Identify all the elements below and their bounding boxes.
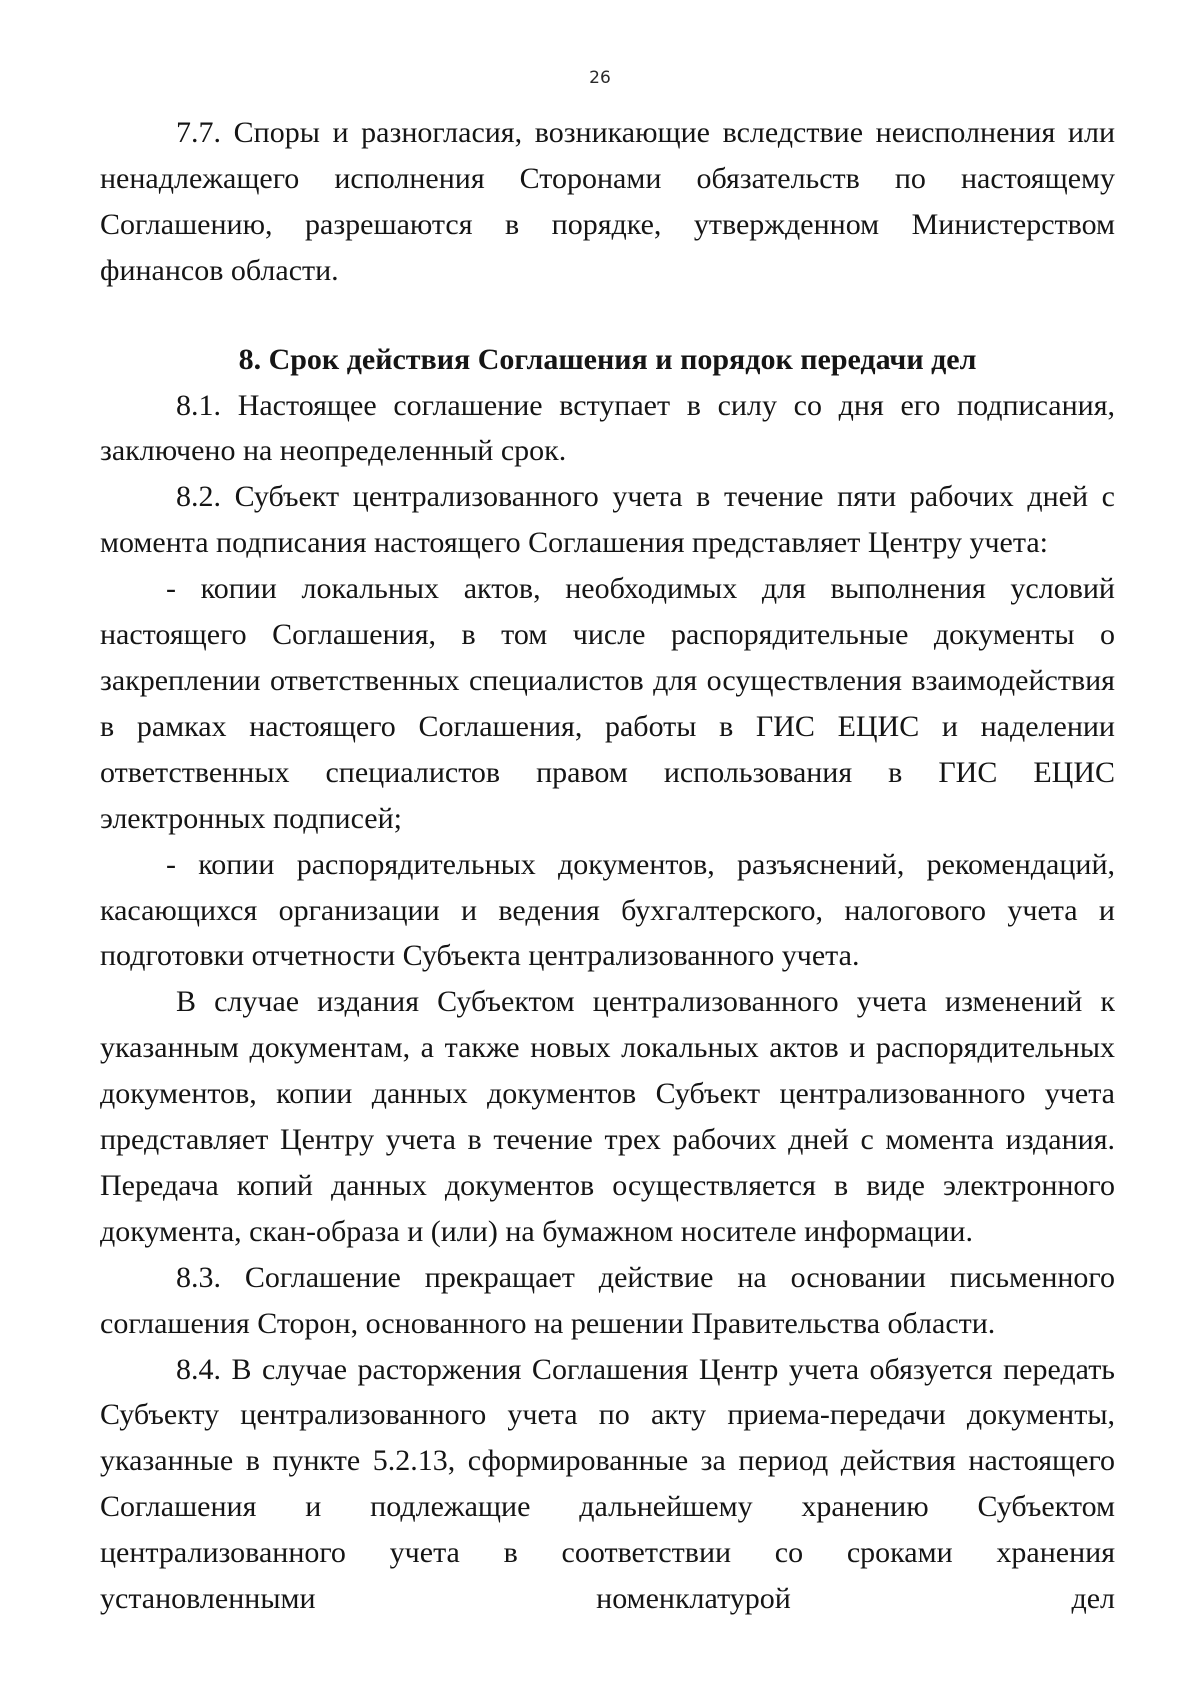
paragraph-8-1: 8.1. Настоящее соглашение вступает в силу со дня его подписания, заключено на неопределенный срок. xyxy=(100,388,1115,468)
paragraph-8-3: 8.3. Соглашение прекращает действие на основании письменного соглашения Сторон, основанного на решении Правительства области. xyxy=(100,1260,1115,1340)
paragraph-document-changes: В случае издания Субъектом централизованного учета изменений к указанным документам, а также новых локальных актов и распорядительных документов, копии данных документов Субъект централизованного учета представляет Центру учета в течение трех рабочих дней с момента издания. Передача копий данных документов осуществляется в виде электронного документа, скан-образа и (или) на бумажном носителе информации. xyxy=(100,985,1115,1248)
page-number: 26 xyxy=(589,68,611,88)
paragraph-8-2: 8.2. Субъект централизованного учета в течение пяти рабочих дней с момента подписания настоящего Соглашения представляет Центру учета: xyxy=(100,480,1115,560)
section-heading: 8. Срок действия Соглашения и порядок передачи дел xyxy=(238,342,977,376)
document-body xyxy=(100,110,1115,1622)
paragraph-8-4: 8.4. В случае расторжения Соглашения Центр учета обязуется передать Субъекту централизованного учета по акту приема-передачи документы, указанные в пункте 5.2.13, сформированные за период действия настоящего Соглашения и подлежащие дальнейшему хранению Субъектом централизованного учета в соответствии со сроками хранения установленными номенклатурой дел xyxy=(100,1352,1115,1616)
paragraph-admin-documents: - копии распорядительных документов, разъяснений, рекомендаций, касающихся организации и ведения бухгалтерского, налогового учета и подготовки отчетности Субъекта централизованного учета. xyxy=(100,847,1115,973)
paragraph-7-7: 7.7. Споры и разногласия, возникающие вследствие неисполнения или ненадлежащего исполнения Сторонами обязательств по настоящему Соглашению, разрешаются в порядке, утвержденном Министерством финансов области. xyxy=(100,116,1115,287)
paragraph-local-acts: - копии локальных актов, необходимых для выполнения условий настоящего Соглашения, в том числе распорядительные документы о закреплении ответственных специалистов для осуществления взаимодействия в рамках настоящего Соглашения, работы в ГИС ЕЦИС и наделении ответственных специалистов правом использования в ГИС ЕЦИС электронных подписей; xyxy=(100,572,1115,835)
